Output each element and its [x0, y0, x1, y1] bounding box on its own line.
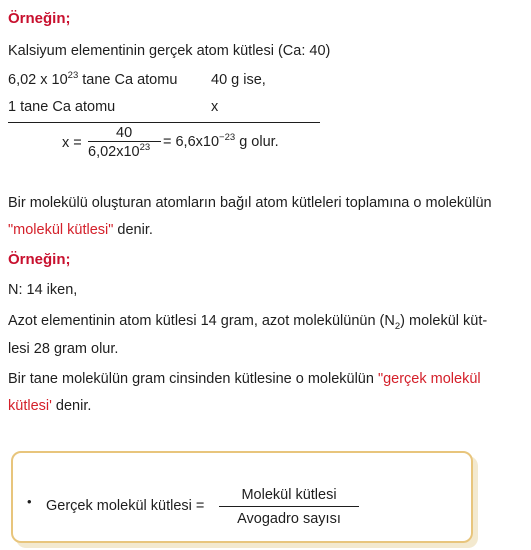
- subscript: 2: [394, 321, 401, 332]
- box-numerator: Molekül kütlesi: [241, 487, 337, 503]
- formula-result: = $6,6x10^{-23}$ g olur.: [163, 132, 279, 150]
- exponent: 23: [139, 142, 151, 153]
- formula-lhs: x =: [62, 135, 82, 151]
- box-denominator: Avogadro sayısı: [237, 511, 341, 527]
- box-formula-lhs: Gerçek molekül kütlesi =: [46, 498, 205, 514]
- nitrogen-example: Azot elementinin atom kütlesi 14 gram, azot molekülünün $(N_2)$ molekül küt- lesi 28 gram olur.: [8, 313, 488, 357]
- proportion-divider: [8, 122, 320, 123]
- formula-numerator: 40: [116, 125, 133, 141]
- molecular-mass-definition: Bir molekülü oluşturan atomların bağıl atom kütleleri toplamına o molekülün "molekül kütlesi" denir.: [8, 195, 492, 238]
- fraction-bar: [88, 141, 161, 142]
- example-intro-line: Kalsiyum elementinin gerçek atom kütlesi (Ca: 40): [8, 43, 331, 59]
- proportion-row-1-left: 6,02 x $10^{23}$ tane Ca atomu: [8, 70, 178, 88]
- exponent: −23: [219, 132, 236, 143]
- real-molecular-mass-definition: Bir tane molekülün gram cinsinden kütlesine o molekülün "gerçek molekül kütlesi' denir.: [8, 371, 481, 414]
- proportion-row-2-right: x: [211, 99, 219, 115]
- example-heading: Örneğin;: [8, 10, 71, 27]
- proportion-row-1-right: 40 g ise,: [211, 72, 266, 88]
- formula-denominator: $6,02x10^{23}$: [88, 142, 151, 160]
- term-kutlesi: kütlesi': [8, 398, 52, 414]
- example-heading: Örneğin;: [8, 251, 71, 268]
- example-given-line: N: 14 iken,: [8, 282, 78, 298]
- term-molekul-kutlesi: "molekül kütlesi": [8, 222, 114, 238]
- exponent: 23: [67, 70, 79, 81]
- box-fraction-bar: [219, 506, 359, 507]
- term-gercek-molekul: "gerçek molekül: [377, 371, 481, 387]
- proportion-row-2-left: 1 tane Ca atomu: [8, 99, 116, 115]
- formula-box: [11, 451, 473, 543]
- bullet: •: [27, 494, 32, 509]
